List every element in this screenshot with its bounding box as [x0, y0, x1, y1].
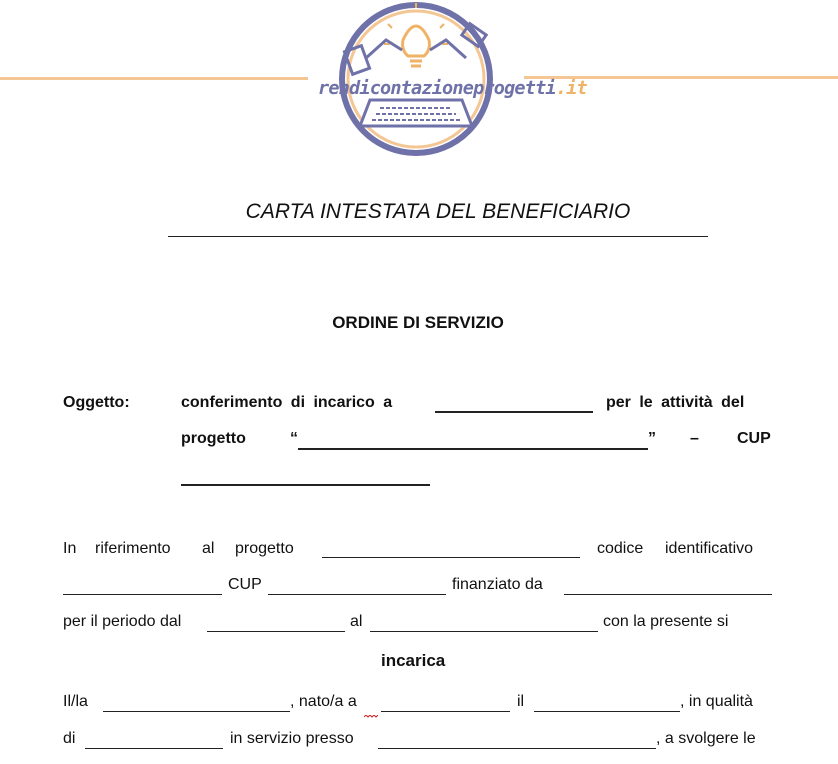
blank-progetto[interactable]: [322, 557, 580, 558]
oggetto-cup-label: CUP: [737, 430, 771, 447]
oggetto-line2-a: progetto: [181, 430, 246, 447]
p1-word-riferimento: riferimento: [95, 540, 171, 557]
logo-wordmark: [318, 78, 587, 99]
blank-progetto-titolo[interactable]: [298, 448, 648, 450]
p1-word-progetto: progetto: [235, 540, 294, 557]
blank-incaricato[interactable]: [435, 411, 593, 413]
incarica-heading: incarica: [381, 651, 446, 670]
blank-data-al[interactable]: [370, 631, 598, 632]
blank-sede-servizio[interactable]: [378, 748, 656, 749]
p3-periodo-dal: per il periodo dal: [63, 613, 182, 630]
p1-word-in: In: [63, 540, 77, 557]
p5-di: di: [63, 730, 76, 747]
p3-al: al: [350, 613, 363, 630]
p1-word-identificativo: identificativo: [665, 540, 754, 557]
p3-con-la-presente: con la presente si: [603, 613, 729, 630]
oggetto-close-quote: ”: [648, 430, 656, 447]
blank-luogo-nascita[interactable]: [381, 711, 510, 712]
p5-a-svolgere: , a svolgere le: [656, 730, 756, 747]
document-title: ORDINE DI SERVIZIO: [332, 313, 504, 332]
oggetto-line1-b: per le attività del: [606, 394, 745, 411]
oggetto-line1-a: conferimento di incarico a: [181, 394, 393, 411]
blank-codice-identificativo[interactable]: [63, 594, 222, 595]
oggetto-open-quote: “: [290, 430, 298, 447]
oggetto-dash: –: [690, 430, 699, 447]
p2-cup-label: CUP: [228, 576, 262, 593]
blank-oggetto-cup[interactable]: [181, 484, 430, 486]
p4-in-qualita: , in qualità: [680, 693, 753, 710]
oggetto-label: Oggetto:: [63, 394, 130, 411]
p2-finanziato: finanziato da: [452, 576, 543, 593]
p5-in-servizio-presso: in servizio presso: [230, 730, 354, 747]
logo-tld: .it: [555, 78, 587, 99]
p1-word-codice: codice: [597, 540, 644, 557]
p4-nato-a: , nato/a a: [290, 693, 357, 710]
p1-word-al: al: [202, 540, 215, 557]
blank-cup[interactable]: [268, 594, 446, 595]
logo-name: rendicontazioneprogetti: [318, 78, 556, 99]
blank-qualifica[interactable]: [85, 748, 223, 749]
blank-data-nascita[interactable]: [534, 711, 680, 712]
blank-finanziatore[interactable]: [564, 594, 772, 595]
letterhead-title: CARTA INTESTATA DEL BENEFICIARIO: [245, 200, 631, 223]
letterhead-underline: [168, 236, 708, 237]
blank-data-dal[interactable]: [207, 631, 345, 632]
p4-illa: Il/la: [63, 693, 88, 710]
blank-nominativo[interactable]: [103, 711, 290, 712]
header-rule-left: [0, 77, 308, 80]
p4-il: il: [517, 693, 525, 710]
spellcheck-underline: [364, 715, 378, 719]
